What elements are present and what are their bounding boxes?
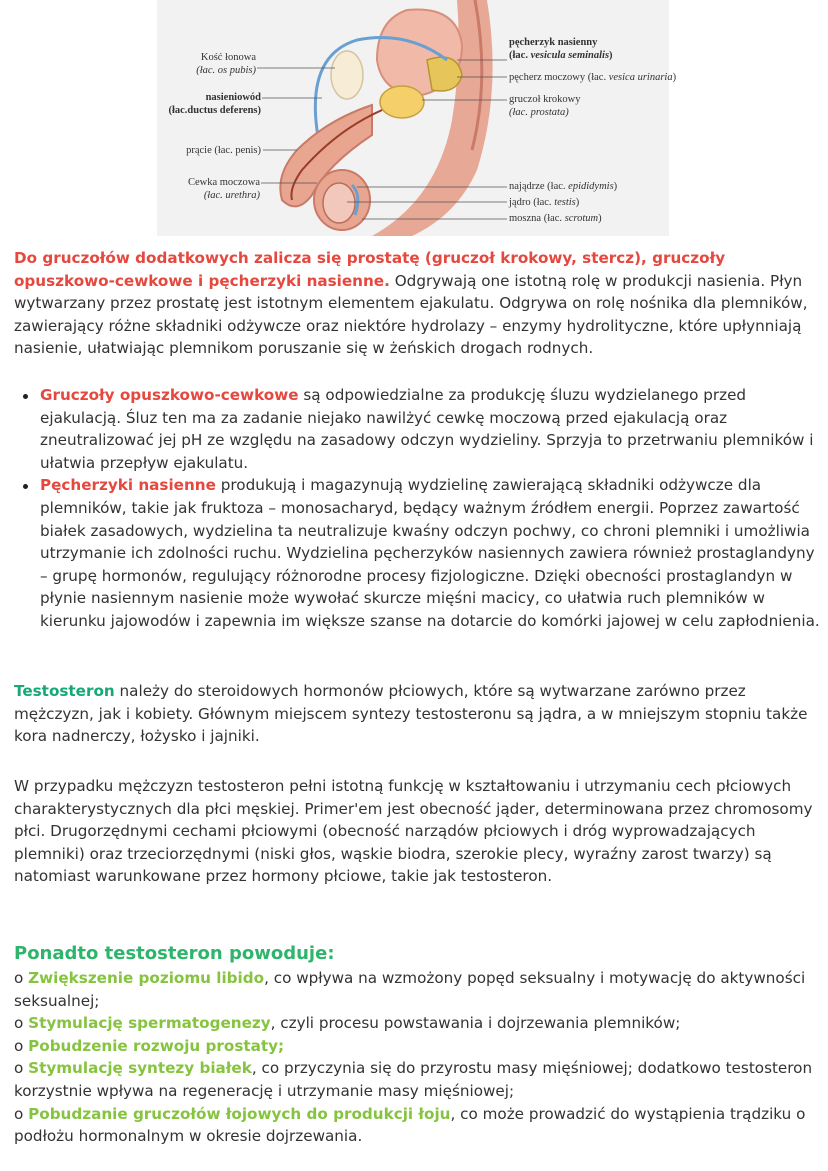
- label-epididymis-suffix: ): [613, 181, 618, 192]
- list-item: [14, 1057, 822, 1102]
- label-bladder-suffix: ): [672, 72, 677, 83]
- testosterone-paragraph: [14, 680, 822, 748]
- testosterone-text: [14, 680, 822, 748]
- effects-section: [14, 941, 822, 1148]
- label-seminal-vesicle-prefix: (łac.: [509, 50, 531, 61]
- label-urethra: [157, 176, 260, 202]
- testosterone-term: Testosteron: [14, 682, 115, 700]
- effect-term: Stymulację syntezy białek: [28, 1059, 252, 1078]
- label-seminal-vesicle-latin: vesicula seminalis: [530, 50, 610, 61]
- effects-list: [14, 967, 822, 1148]
- list-item: [40, 384, 822, 474]
- label-testis: [509, 196, 579, 209]
- effects-heading: Ponadto testosteron powoduje:: [14, 943, 335, 964]
- label-epididymis-prefix: najądrze (łac.: [509, 181, 569, 192]
- intro-rest: Odgrywają one istotną rolę w produkcji nasienia. Płyn wytwarzany przez prostatę jest istotnym elementem ejakulatu. Odgrywa on rolę nośnika dla plemników, zawierający różne składniki odżywcze oraz niektóre hydrolazy – enzymy hydrolityczne, które upłynniają nasienie, ułatwiając plemnikom poruszanie się w żeńskich drogach rodnych.: [14, 271, 808, 358]
- label-testis-latin: testis: [554, 197, 576, 208]
- effect-text: , co przyczynia się do przyrostu masy mięśniowej; dodatkowo testosteron korzystnie wpływa na regenerację i utrzymanie masy mięśniowej;: [14, 1059, 813, 1100]
- label-testis-suffix: ): [575, 197, 580, 208]
- label-pubic-bone: [157, 51, 256, 77]
- label-bladder-prefix: pęcherz moczowy (łac.: [509, 72, 609, 83]
- label-prostate-line1: gruczoł krokowy: [509, 94, 581, 105]
- intro-highlight: Do gruczołów dodatkowych zalicza się prostatę (gruczoł krokowy, stercz), gruczoły opuszkowo-cewkowe i pęcherzyki nasienne.: [14, 249, 726, 290]
- label-seminal-vesicle-line2: [509, 49, 613, 62]
- effect-bullet: o: [14, 969, 29, 987]
- list-item: [40, 474, 822, 632]
- intro-paragraph: [14, 247, 822, 360]
- anatomy-diagram: [157, 0, 677, 236]
- label-pubic-bone-line1: Kość łonowa: [200, 52, 256, 63]
- label-bladder: [509, 71, 676, 84]
- effect-term: Pobudzenie rozwoju prostaty;: [28, 1036, 285, 1055]
- label-vas-deferens-line1: nasieniowód: [205, 92, 261, 103]
- bullet-term-bulbourethral: Gruczoły opuszkowo-cewkowe: [40, 386, 299, 404]
- label-scrotum-latin: scrotum: [564, 213, 599, 224]
- effect-term: Stymulację spermatogenezy: [28, 1014, 271, 1033]
- label-vas-deferens-line2: (łac.ductus deferens): [168, 105, 261, 116]
- label-epididymis-latin: epididymis: [568, 181, 614, 192]
- label-pubic-bone-line2: (łac. os pubis): [196, 65, 256, 76]
- label-penis: prącie (łac. penis): [186, 145, 261, 156]
- label-seminal-vesicle: [509, 36, 613, 62]
- list-item: [14, 1103, 822, 1148]
- testosterone-body: należy do steroidowych hormonów płciowych, które są wytwarzane zarówno przez mężczyzn, jak i kobiety. Głównym miejscem syntezy testosteronu są jądra, a w mniejszym stopniu także kora nadnerczy, łożysko i jajniki.: [14, 682, 808, 746]
- bullet-term-seminal-vesicles: Pęcherzyki nasienne: [40, 476, 216, 495]
- label-epididymis: [509, 180, 617, 193]
- glands-bullet-list: [14, 384, 822, 633]
- bullet-list: [14, 384, 822, 633]
- men-paragraph: [14, 775, 822, 888]
- intro-text: [14, 247, 822, 360]
- list-item: [14, 1012, 822, 1035]
- effect-bullet: o: [14, 1014, 29, 1033]
- label-scrotum: [509, 212, 602, 225]
- label-testis-prefix: jądro (łac.: [509, 197, 555, 208]
- label-prostate-line2: (łac. prostata): [509, 107, 569, 118]
- list-item: [14, 1035, 822, 1058]
- effect-term: Pobudzanie gruczołów łojowych do produkcji łoju: [28, 1104, 451, 1123]
- label-bladder-latin: vesica urinaria: [608, 72, 673, 83]
- label-urethra-line1: Cewka moczowa: [187, 177, 260, 188]
- label-scrotum-suffix: ): [598, 213, 602, 224]
- bullet-text-seminal-vesicles: produkują i magazynują wydzielinę zawierającą składniki odżywcze dla plemników, takie jak fruktoza – monosacharyd, będący ważnym źródłem energii. Poprzez zawartość białek zasadowych, wydzielina ta neutralizuje kwaśny odczyn pochwy, co chroni plemniki i umożliwia utrzymanie ich zdolności ruchu. Wydzielina pęcherzyków nasiennych zawiera również prostaglandyny – grupę hormonów, regulujący różnorodne procesy fizjologiczne. Dzięki obecności prostaglandyn w płynie nasiennym nasienie może wywołać skurcze mięśni macicy, co ułatwia ruch plemników w kierunku jajowodów i zapewnia im większe szanse na dotarcie do komórki jajowej w celu zapłodnienia.: [40, 476, 820, 630]
- effect-bullet: o: [14, 1104, 29, 1123]
- effect-bullet: o: [14, 1059, 29, 1078]
- label-prostate: [509, 93, 580, 119]
- label-seminal-vesicle-suffix: ): [609, 50, 613, 61]
- label-seminal-vesicle-line1: pęcherzyk nasienny: [509, 37, 598, 48]
- label-vas-deferens: [157, 91, 261, 117]
- label-urethra-line2: (łac. urethra): [203, 190, 260, 201]
- effect-text: , co wpływa na wzmożony popęd seksualny i motywację do aktywności seksualnej;: [14, 969, 806, 1010]
- men-paragraph-text: W przypadku mężczyzn testosteron pełni istotną funkcję w kształtowaniu i utrzymaniu cech płciowych charakterystycznych dla płci męskiej. Primer'em jest obecność jąder, determinowana przez chromosomy płci. Drugorzędnymi cechami płciowymi (obecność narządów płciowych i dróg wyprowadzających plemniki) oraz trzeciorzędnymi (niski głos, wąskie biodra, szerokie plecy, wyraźny zarost twarzy) są natomiast warunkowane przez hormony płciowe, takie jak testosteron.: [14, 777, 813, 886]
- label-scrotum-prefix: moszna (łac.: [509, 213, 565, 224]
- effect-term: Zwiększenie poziomu libido: [28, 969, 265, 987]
- list-item: [14, 967, 822, 1012]
- effect-text: , czyli procesu powstawania i dojrzewania plemników;: [270, 1014, 681, 1033]
- bullet-text-bulbourethral: są odpowiedzialne za produkcję śluzu wydzielanego przed ejakulacją. Śluz ten ma za zadanie niejako nawilżyć cewkę moczową przed ejakulacją oraz zneutralizować jej pH ze względu na zasadowy odczyn wydzieliny. Sprzyja to przetrwaniu plemników i ułatwia przepływ ejakulatu.: [40, 386, 814, 472]
- effect-text: , co może prowadzić do wystąpienia trądziku o podłożu hormonalnym w okresie dojrzewania.: [14, 1104, 806, 1146]
- effect-bullet: o: [14, 1036, 29, 1055]
